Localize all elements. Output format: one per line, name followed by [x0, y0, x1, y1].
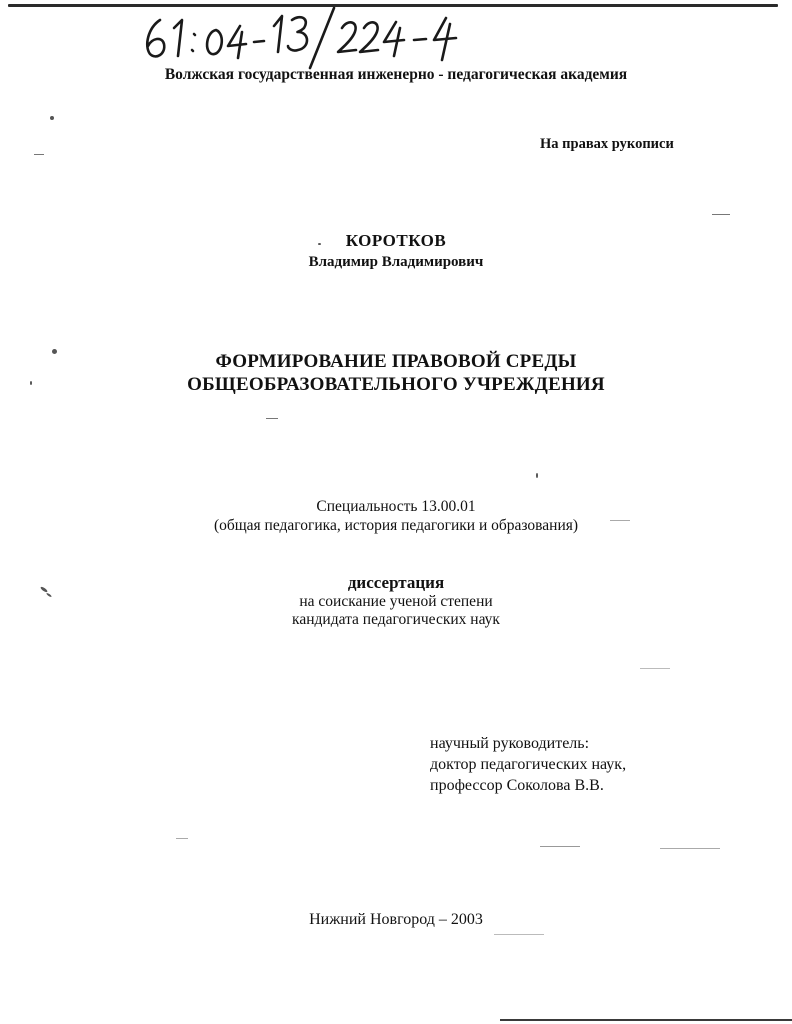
author-surname: КОРОТКОВ — [345, 231, 447, 250]
author-given-names: Владимир Владимирович — [308, 254, 484, 270]
handwritten-code-text — [138, 2, 139, 3]
scan-bottom-border — [500, 1019, 792, 1021]
document-type: диссертация — [347, 573, 445, 592]
manuscript-rights-note: На правах рукописи — [540, 136, 674, 152]
institution-name: Волжская государственная инженерно - педагогическая академия — [164, 66, 628, 83]
dissertation-title-line-1: ФОРМИРОВАНИЕ ПРАВОВОЙ СРЕДЫ — [215, 351, 577, 372]
supervisor-label: научный руководитель: — [430, 735, 590, 752]
dissertation-title-line-2: ОБЩЕОБРАЗОВАТЕЛЬНОГО УЧРЕЖДЕНИЯ — [187, 374, 605, 395]
specialty-code: Специальность 13.00.01 — [316, 498, 476, 515]
degree-line-1: на соискание ученой степени — [299, 593, 493, 610]
degree-line-2: кандидата педагогических наук — [292, 611, 500, 628]
handwritten-code-drawing — [138, 2, 468, 70]
city-and-year: Нижний Новгород – 2003 — [309, 911, 483, 928]
supervisor-name: профессор Соколова В.В. — [430, 777, 604, 794]
specialty-description: (общая педагогика, история педагогики и образования) — [213, 517, 579, 534]
handwritten-archive-code — [138, 2, 468, 70]
supervisor-degree: доктор педагогических наук, — [430, 756, 627, 773]
